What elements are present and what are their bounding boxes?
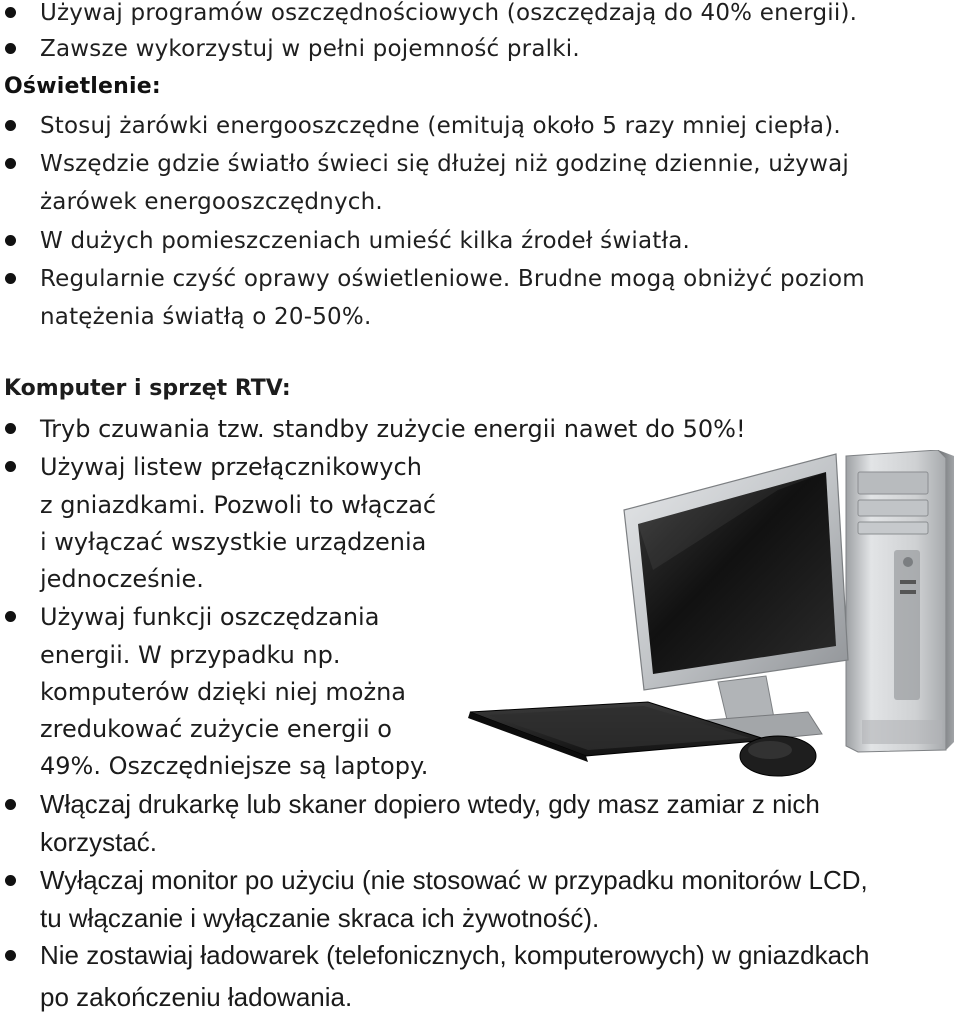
list-item-text: zredukować zużycie energii o — [40, 715, 392, 743]
bullet-point-icon — [5, 950, 16, 961]
list-item-text: natężenia światłą o 20-50%. — [40, 304, 372, 330]
list-item-text: Zawsze wykorzystuj w pełni pojemność pralki. — [40, 36, 580, 62]
section-heading: Komputer i sprzęt RTV: — [4, 376, 291, 401]
bullet-point-icon — [5, 273, 16, 284]
bullet-point-icon — [5, 158, 16, 169]
pc-keyboard — [468, 702, 768, 762]
pc-tower — [846, 450, 954, 752]
list-item-text: jednocześnie. — [40, 565, 204, 593]
bullet-point-icon — [5, 875, 16, 886]
bullet-point-icon — [5, 799, 16, 810]
pc-mouse — [740, 736, 816, 776]
list-item-text: Stosuj żarówki energooszczędne (emitują około 5 razy mniej ciepła). — [40, 113, 841, 139]
list-item-text: 49%. Oszczędniejsze są laptopy. — [40, 752, 429, 780]
bullet-point-icon — [5, 7, 16, 18]
list-item-text: Tryb czuwania tzw. standby zużycie energii nawet do 50%! — [40, 415, 746, 443]
list-item-text: z gniazdkami. Pozwoli to włączać — [40, 491, 437, 519]
list-item-text: Regularnie czyść oprawy oświetleniowe. Brudne mogą obniżyć poziom — [40, 266, 865, 292]
desktop-computer-image — [448, 450, 958, 795]
list-item-text: Używaj listew przełącznikowych — [40, 453, 422, 481]
list-item-text: żarówek energooszczędnych. — [40, 189, 383, 215]
bullet-point-icon — [5, 120, 16, 131]
list-item-text: Nie zostawiaj ładowarek (telefonicznych, komputerowych) w gniazdkach — [40, 940, 870, 970]
pc-monitor — [624, 454, 848, 746]
bullet-point-icon — [5, 43, 16, 54]
bullet-point-icon — [5, 423, 16, 434]
list-item-text: Włączaj drukarkę lub skaner dopiero wtedy, gdy masz zamiar z nich — [40, 789, 820, 819]
list-item-text: po zakończeniu ładowania. — [40, 982, 353, 1012]
bullet-point-icon — [5, 235, 16, 246]
list-item-text: energii. W przypadku np. — [40, 641, 341, 669]
list-item-text: Używaj programów oszczędnościowych (oszczędzają do 40% energii). — [40, 0, 858, 26]
list-item-text: korzystać. — [40, 827, 158, 857]
list-item-text: Wszędzie gdzie światło świeci się dłużej niż godzinę dziennie, używaj — [40, 151, 849, 177]
list-item-text: i wyłączać wszystkie urządzenia — [40, 528, 427, 556]
list-item-text: komputerów dzięki niej można — [40, 678, 406, 706]
bullet-point-icon — [5, 461, 16, 472]
list-item-text: tu włączanie i wyłączanie skraca ich żywotność). — [40, 903, 600, 933]
section-heading: Oświetlenie: — [4, 74, 161, 99]
bullet-point-icon — [5, 611, 16, 622]
list-item-text: Wyłączaj monitor po użyciu (nie stosować w przypadku monitorów LCD, — [40, 865, 868, 895]
list-item-text: W dużych pomieszczeniach umieść kilka źrodeł światła. — [40, 228, 690, 254]
list-item-text: Używaj funkcji oszczędzania — [40, 603, 380, 631]
